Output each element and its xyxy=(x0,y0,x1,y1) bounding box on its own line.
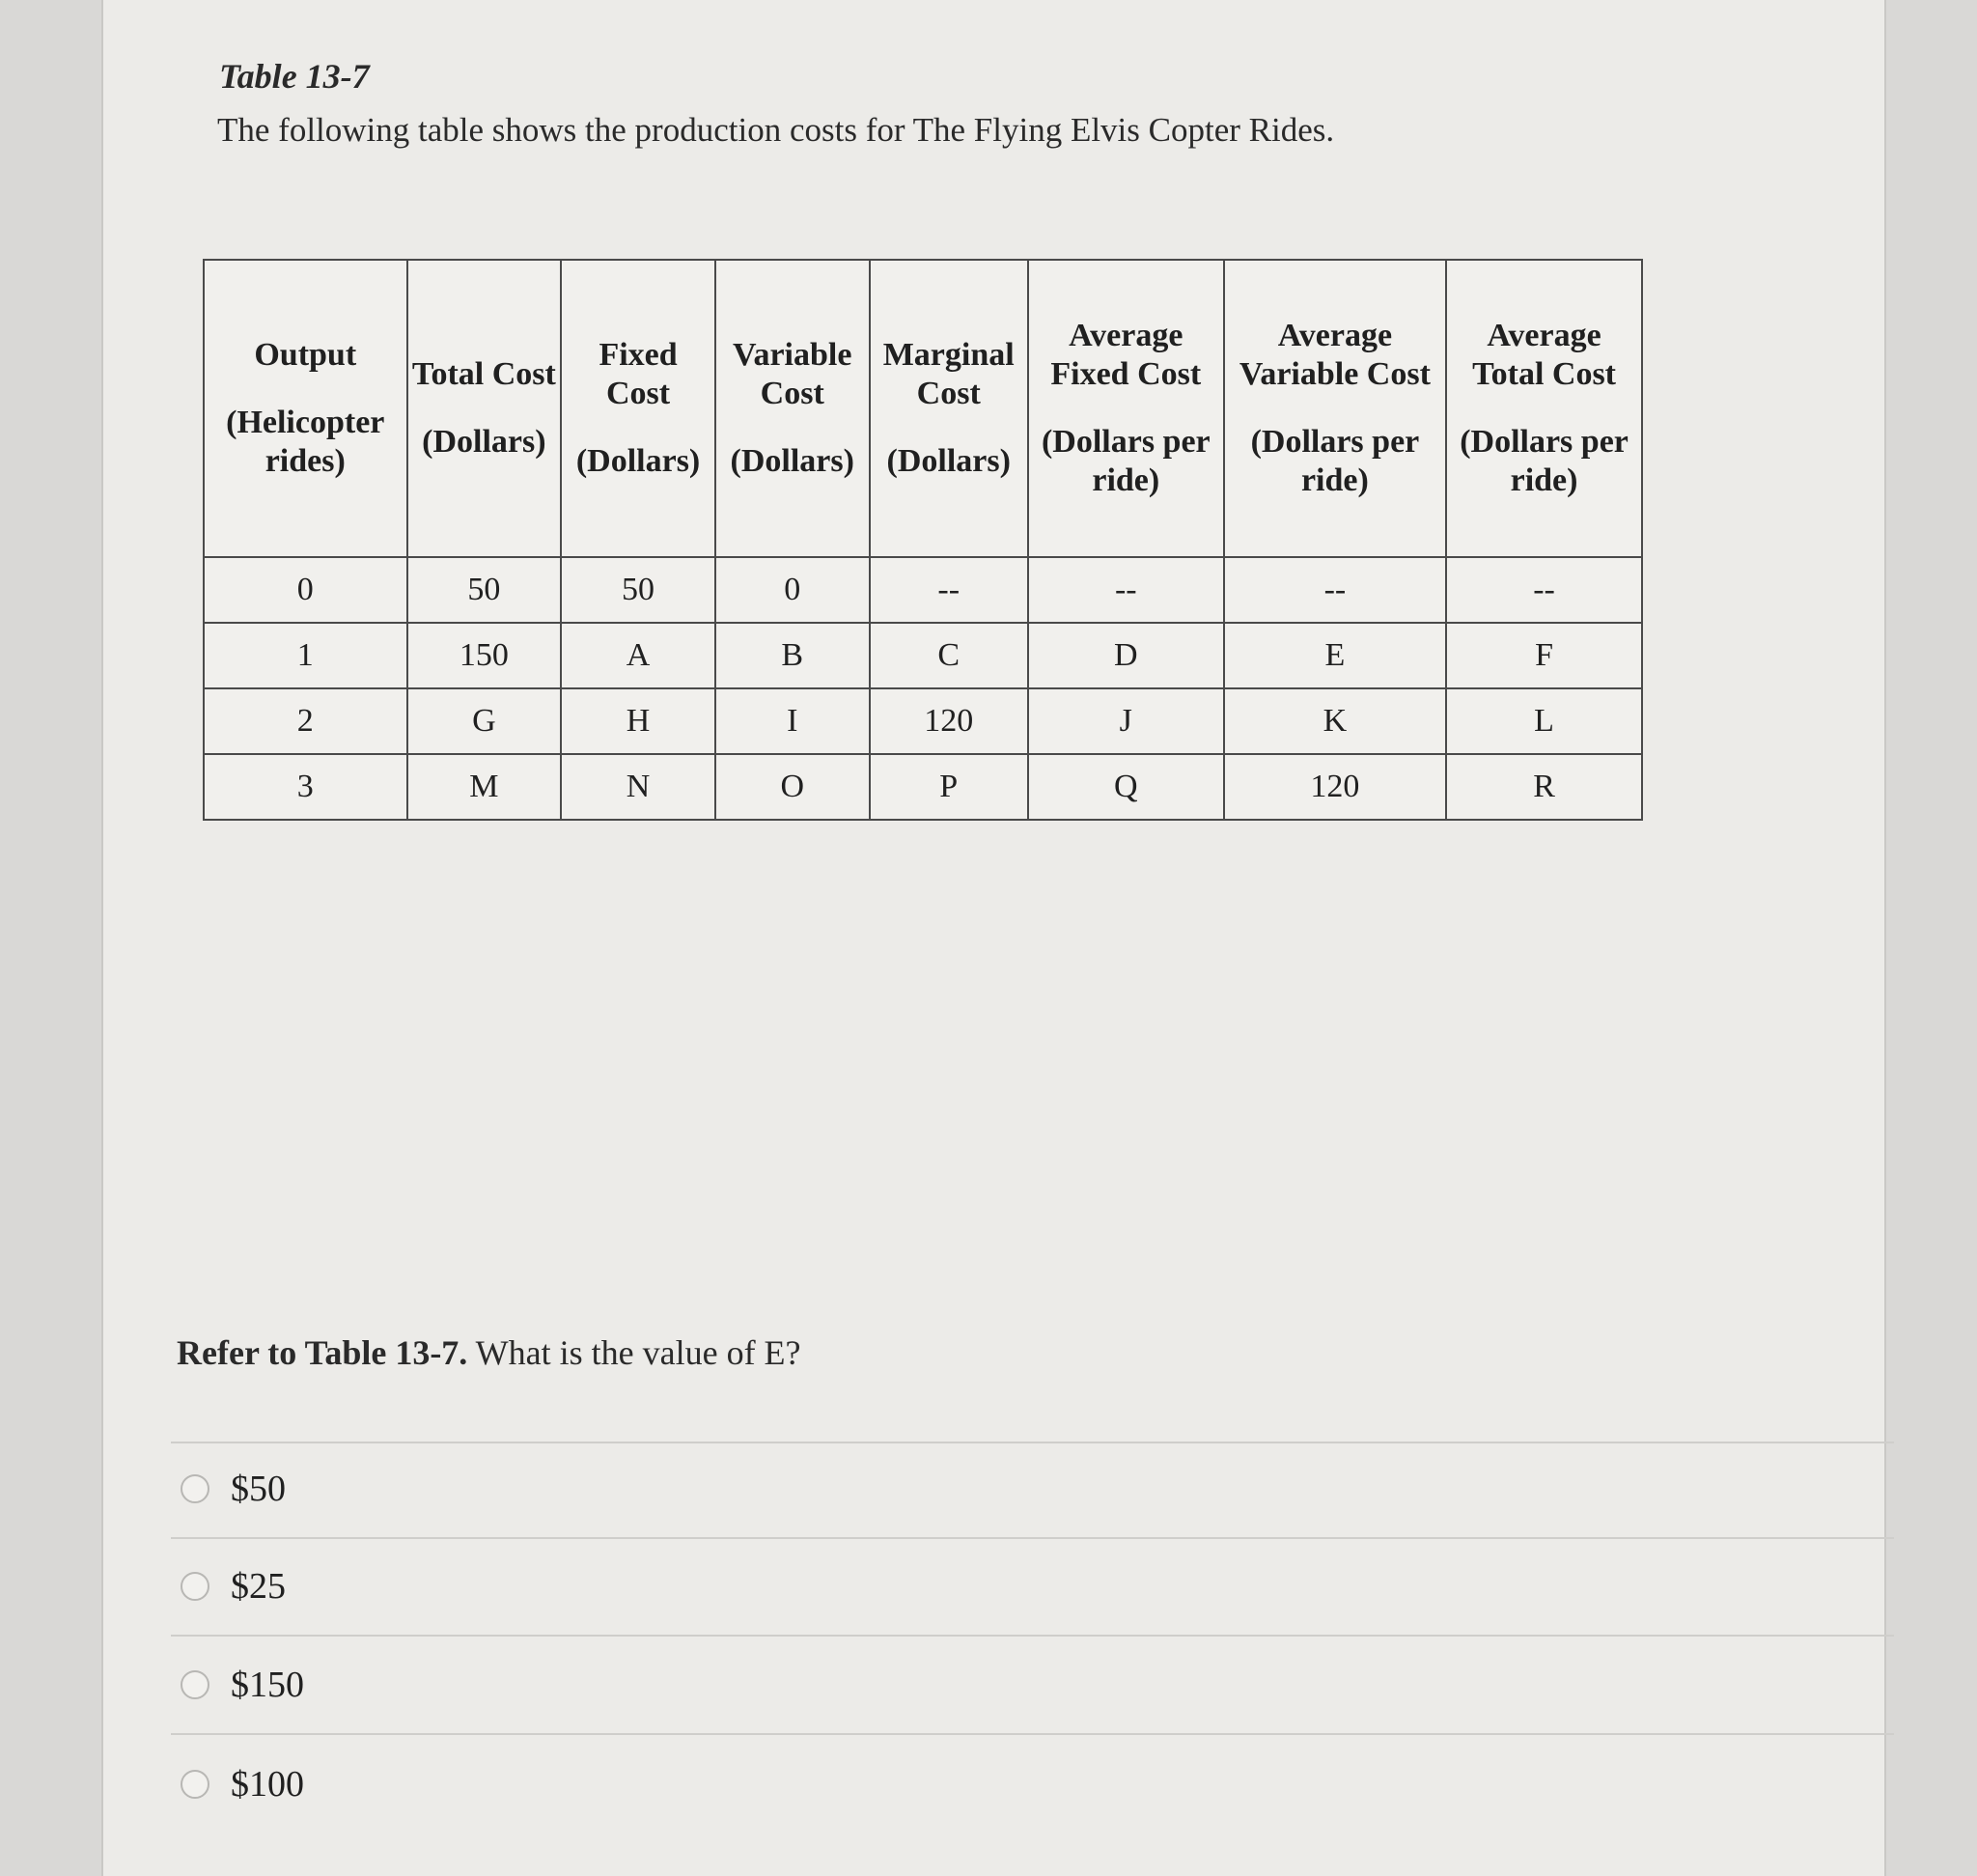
question-card xyxy=(101,0,1886,1876)
table-cell: E xyxy=(1224,623,1446,688)
col-header-average-fixed-cost xyxy=(1028,260,1224,557)
col-name: Total Cost xyxy=(411,355,556,392)
table-cell: 2 xyxy=(204,688,407,754)
table-cell: 0 xyxy=(204,557,407,623)
table-cell: 120 xyxy=(870,688,1028,754)
radio-button-icon[interactable] xyxy=(181,1474,209,1503)
table-cell: G xyxy=(407,688,562,754)
table-cell: C xyxy=(870,623,1028,688)
table-cell: O xyxy=(715,754,870,820)
table-row xyxy=(204,754,1642,820)
table-cell: R xyxy=(1446,754,1642,820)
option-label: $150 xyxy=(231,1665,304,1705)
table-cell: H xyxy=(561,688,715,754)
table-cell: 150 xyxy=(407,623,562,688)
answer-option-2[interactable] xyxy=(181,1562,286,1610)
col-unit: (Dollars per ride) xyxy=(1460,424,1629,499)
col-unit: (Dollars per ride) xyxy=(1041,424,1211,499)
col-header-fixed-cost xyxy=(561,260,715,557)
table-row xyxy=(204,557,1642,623)
radio-button-icon[interactable] xyxy=(181,1770,209,1799)
col-unit: (Helicopter rides) xyxy=(226,404,385,480)
table-cell: I xyxy=(715,688,870,754)
cost-table xyxy=(203,259,1643,821)
table-cell: B xyxy=(715,623,870,688)
table-cell: F xyxy=(1446,623,1642,688)
table-row xyxy=(204,688,1642,754)
table-cell: J xyxy=(1028,688,1224,754)
divider xyxy=(171,1442,1894,1443)
col-unit: (Dollars) xyxy=(886,443,1011,480)
col-name: Average Fixed Cost xyxy=(1050,317,1202,392)
table-cell: D xyxy=(1028,623,1224,688)
table-cell: 120 xyxy=(1224,754,1446,820)
table-intro: The following table shows the production costs for The Flying Elvis Copter Rides. xyxy=(217,111,1335,149)
radio-button-icon[interactable] xyxy=(181,1572,209,1601)
question-reference: Refer to Table 13-7. xyxy=(177,1333,468,1372)
table-cell: 50 xyxy=(407,557,562,623)
table-cell: 3 xyxy=(204,754,407,820)
col-name: Marginal Cost xyxy=(882,336,1015,411)
col-unit: (Dollars) xyxy=(422,424,546,460)
col-header-total-cost xyxy=(407,260,562,557)
table-cell: 1 xyxy=(204,623,407,688)
col-unit: (Dollars) xyxy=(575,443,701,480)
table-header-row xyxy=(204,260,1642,557)
table-cell: L xyxy=(1446,688,1642,754)
table-cell: -- xyxy=(1224,557,1446,623)
table-cell: -- xyxy=(1028,557,1224,623)
col-name: Output xyxy=(254,336,357,373)
answer-option-3[interactable] xyxy=(181,1661,304,1709)
table-row xyxy=(204,623,1642,688)
option-label: $100 xyxy=(231,1764,304,1805)
table-cell: 50 xyxy=(561,557,715,623)
table-cell: K xyxy=(1224,688,1446,754)
question-text: What is the value of E? xyxy=(467,1333,801,1372)
table-cell: -- xyxy=(1446,557,1642,623)
col-name: Average Total Cost xyxy=(1472,317,1616,392)
divider xyxy=(171,1733,1894,1735)
answer-option-1[interactable] xyxy=(181,1465,286,1513)
table-cell: 0 xyxy=(715,557,870,623)
table-cell: Q xyxy=(1028,754,1224,820)
col-unit: (Dollars per ride) xyxy=(1250,424,1420,499)
table-cell: -- xyxy=(870,557,1028,623)
option-label: $50 xyxy=(231,1469,286,1509)
col-header-variable-cost xyxy=(715,260,870,557)
radio-button-icon[interactable] xyxy=(181,1670,209,1699)
col-header-output xyxy=(204,260,407,557)
table-title: Table 13-7 xyxy=(219,57,370,96)
question-prompt xyxy=(177,1332,801,1373)
col-name: Average Variable Cost xyxy=(1239,317,1431,392)
table-cell: P xyxy=(870,754,1028,820)
divider xyxy=(171,1635,1894,1637)
table-cell: N xyxy=(561,754,715,820)
answer-option-4[interactable] xyxy=(181,1760,304,1808)
col-header-average-total-cost xyxy=(1446,260,1642,557)
table-cell: M xyxy=(407,754,562,820)
divider xyxy=(171,1537,1894,1539)
col-header-average-variable-cost xyxy=(1224,260,1446,557)
table-cell: A xyxy=(561,623,715,688)
col-unit: (Dollars) xyxy=(730,443,854,480)
option-label: $25 xyxy=(231,1566,286,1607)
col-name: Fixed Cost xyxy=(599,336,678,411)
col-name: Variable Cost xyxy=(733,336,852,411)
col-header-marginal-cost xyxy=(870,260,1028,557)
